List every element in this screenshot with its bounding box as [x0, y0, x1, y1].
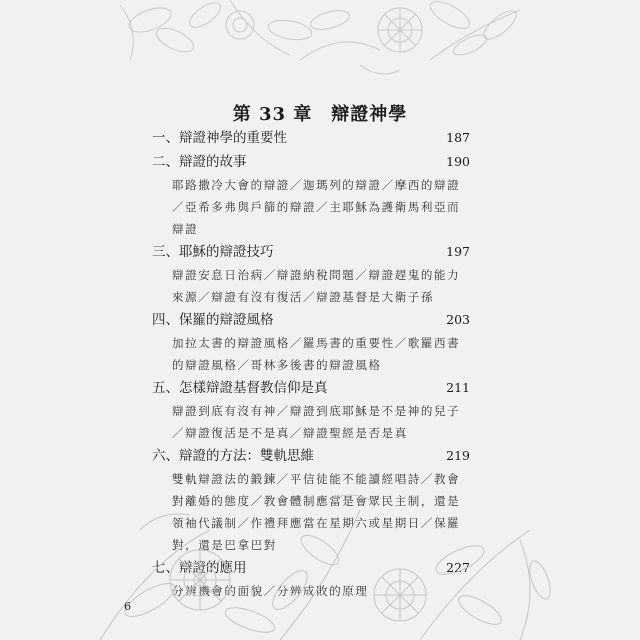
section-title: 三、耶穌的辯證技巧: [152, 244, 274, 260]
section-page-number: 197: [446, 244, 470, 259]
section-title: 二、辯證的故事: [152, 154, 247, 170]
floral-bottom-decoration-icon: [0, 470, 640, 640]
section-title: 四、保羅的辯證風格: [152, 312, 274, 328]
chapter-title: 第 33 章 辯證神學: [232, 104, 408, 125]
section-subtopics: 雙軌辯證法的鍛鍊／平信徒能不能讀經唱詩／教會對離婚的態度／教會體制應當是會眾民主制，還是領袖代議制／作禮拜應當在星期六或星期日／保羅對，還是巴拿巴對: [172, 472, 461, 552]
floral-top-decoration-icon: [0, 0, 640, 95]
toc-section: [0, 308, 640, 376]
section-page-number: 203: [446, 312, 470, 327]
toc-section: [0, 126, 640, 150]
section-subtopics: 分辨機會的面貌／分辨成敗的原理: [172, 584, 369, 598]
section-title: 六、辯證的方法：雙軌思維: [152, 448, 314, 464]
section-page-number: 219: [446, 448, 470, 463]
toc-section: [0, 240, 640, 308]
section-page-number: 190: [446, 154, 470, 169]
section-title: 七、辯證的應用: [152, 560, 247, 576]
section-subtopics: 加拉太書的辯證風格／羅馬書的重要性／歌羅西書的辯證風格／哥林多後書的辯證風格: [172, 336, 461, 372]
section-page-number: 227: [446, 560, 470, 575]
section-title: 五、怎樣辯證基督教信仰是真: [152, 380, 328, 396]
section-subtopics: 辯證到底有沒有神／辯證到底耶穌是不是神的兒子／辯證復活是不是真／辯證聖經是否是真: [172, 404, 461, 440]
toc-section: [0, 376, 640, 444]
toc-section: [0, 150, 640, 240]
section-subtopics: 耶路撒冷大會的辯證／迦瑪列的辯證／摩西的辯證／亞希多弗與戶篩的辯證／主耶穌為護衛馬利亞而辯證: [172, 178, 461, 236]
page-number: 6: [124, 600, 131, 613]
section-title: 一、辯證神學的重要性: [152, 130, 287, 146]
section-page-number: 187: [446, 130, 470, 145]
section-subtopics: 辯證安息日治病／辯證納稅問題／辯證趕鬼的能力來源／辯證有沒有復活／辯證基督是大衛子孫: [172, 268, 461, 304]
section-page-number: 211: [446, 380, 470, 395]
